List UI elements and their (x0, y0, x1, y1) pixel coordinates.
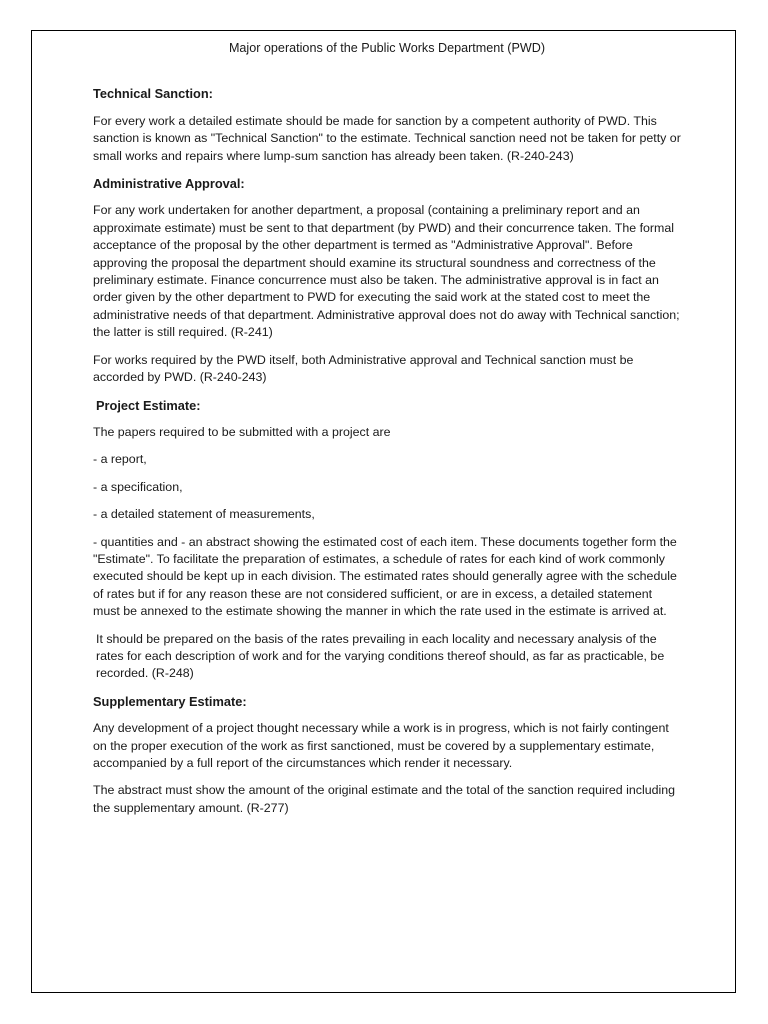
document-body (93, 40, 681, 827)
list-item: - a report, (93, 452, 147, 467)
section-heading: Administrative Approval: (93, 176, 245, 192)
paragraph: The abstract must show the amount of the original estimate and the total of the sanction required including the supplementary amount. (R-277) (93, 783, 676, 815)
paragraph: The papers required to be submitted with a project are (93, 424, 391, 439)
section-heading: Supplementary Estimate: (93, 693, 247, 709)
list-item: - quantities and - an abstract showing the estimated cost of each item. These documents together form the "Estimate". To facilitate the preparation of estimates, a schedule of rates for each kind of work commonly executed should be kept up in each division. The estimated rates should generally agree with the schedule of rates but if for any reason these are not considered sufficient, or are in excess, a detailed statement must be annexed to the estimate showing the manner in which the rate used in the estimate is arrived at. (93, 534, 677, 619)
paragraph: It should be prepared on the basis of the rates prevailing in each locality and necessary analysis of the rates for each description of work and for the varying conditions thereof should, as far as practicable, be recorded. (R-248) (96, 631, 665, 681)
section-technical-sanction (93, 85, 681, 165)
paragraph: Any development of a project thought necessary while a work is in progress, which is not fairly contingent on the proper execution of the work as first sanctioned, must be covered by a supplementary estimate, accompanied by a full report of the circumstances which render it necessary. (93, 721, 669, 770)
list-item: - a specification, (93, 479, 183, 494)
paragraph: For any work undertaken for another department, a proposal (containing a preliminary report and an approximate estimate) must be sent to that department (by PWD) and their concurrence taken. The formal acceptance of the proposal by the other department is termed as "Administrative Approval". Before approving the proposal the department should examine its structural soundness and correctness of the preliminary estimate. Finance concurrence must also be taken. The administrative approval is in fact an order given by the other department to PWD for executing the said work at the stated cost to meet the administrative needs of that department. Administrative approval does not do away with Technical sanction; the latter is still required. (R-241) (93, 203, 680, 340)
document-title: Major operations of the Public Works Department (PWD) (228, 41, 546, 55)
section-administrative-approval (93, 175, 681, 386)
section-project-estimate (93, 397, 681, 683)
paragraph: For every work a detailed estimate should be made for sanction by a competent authority of PWD. This sanction is known as "Technical Sanction" to the estimate. Technical sanction need not be taken for petty or small works and repairs where lump-sum sanction has already been taken. (R-240-243) (93, 113, 681, 163)
list-item: - a detailed statement of measurements, (93, 507, 315, 522)
section-supplementary-estimate (93, 693, 681, 817)
section-heading: Project Estimate: (96, 397, 201, 413)
section-heading: Technical Sanction: (93, 86, 213, 102)
paragraph: For works required by the PWD itself, both Administrative approval and Technical sanction must be accorded by PWD. (R-240-243) (93, 352, 634, 385)
